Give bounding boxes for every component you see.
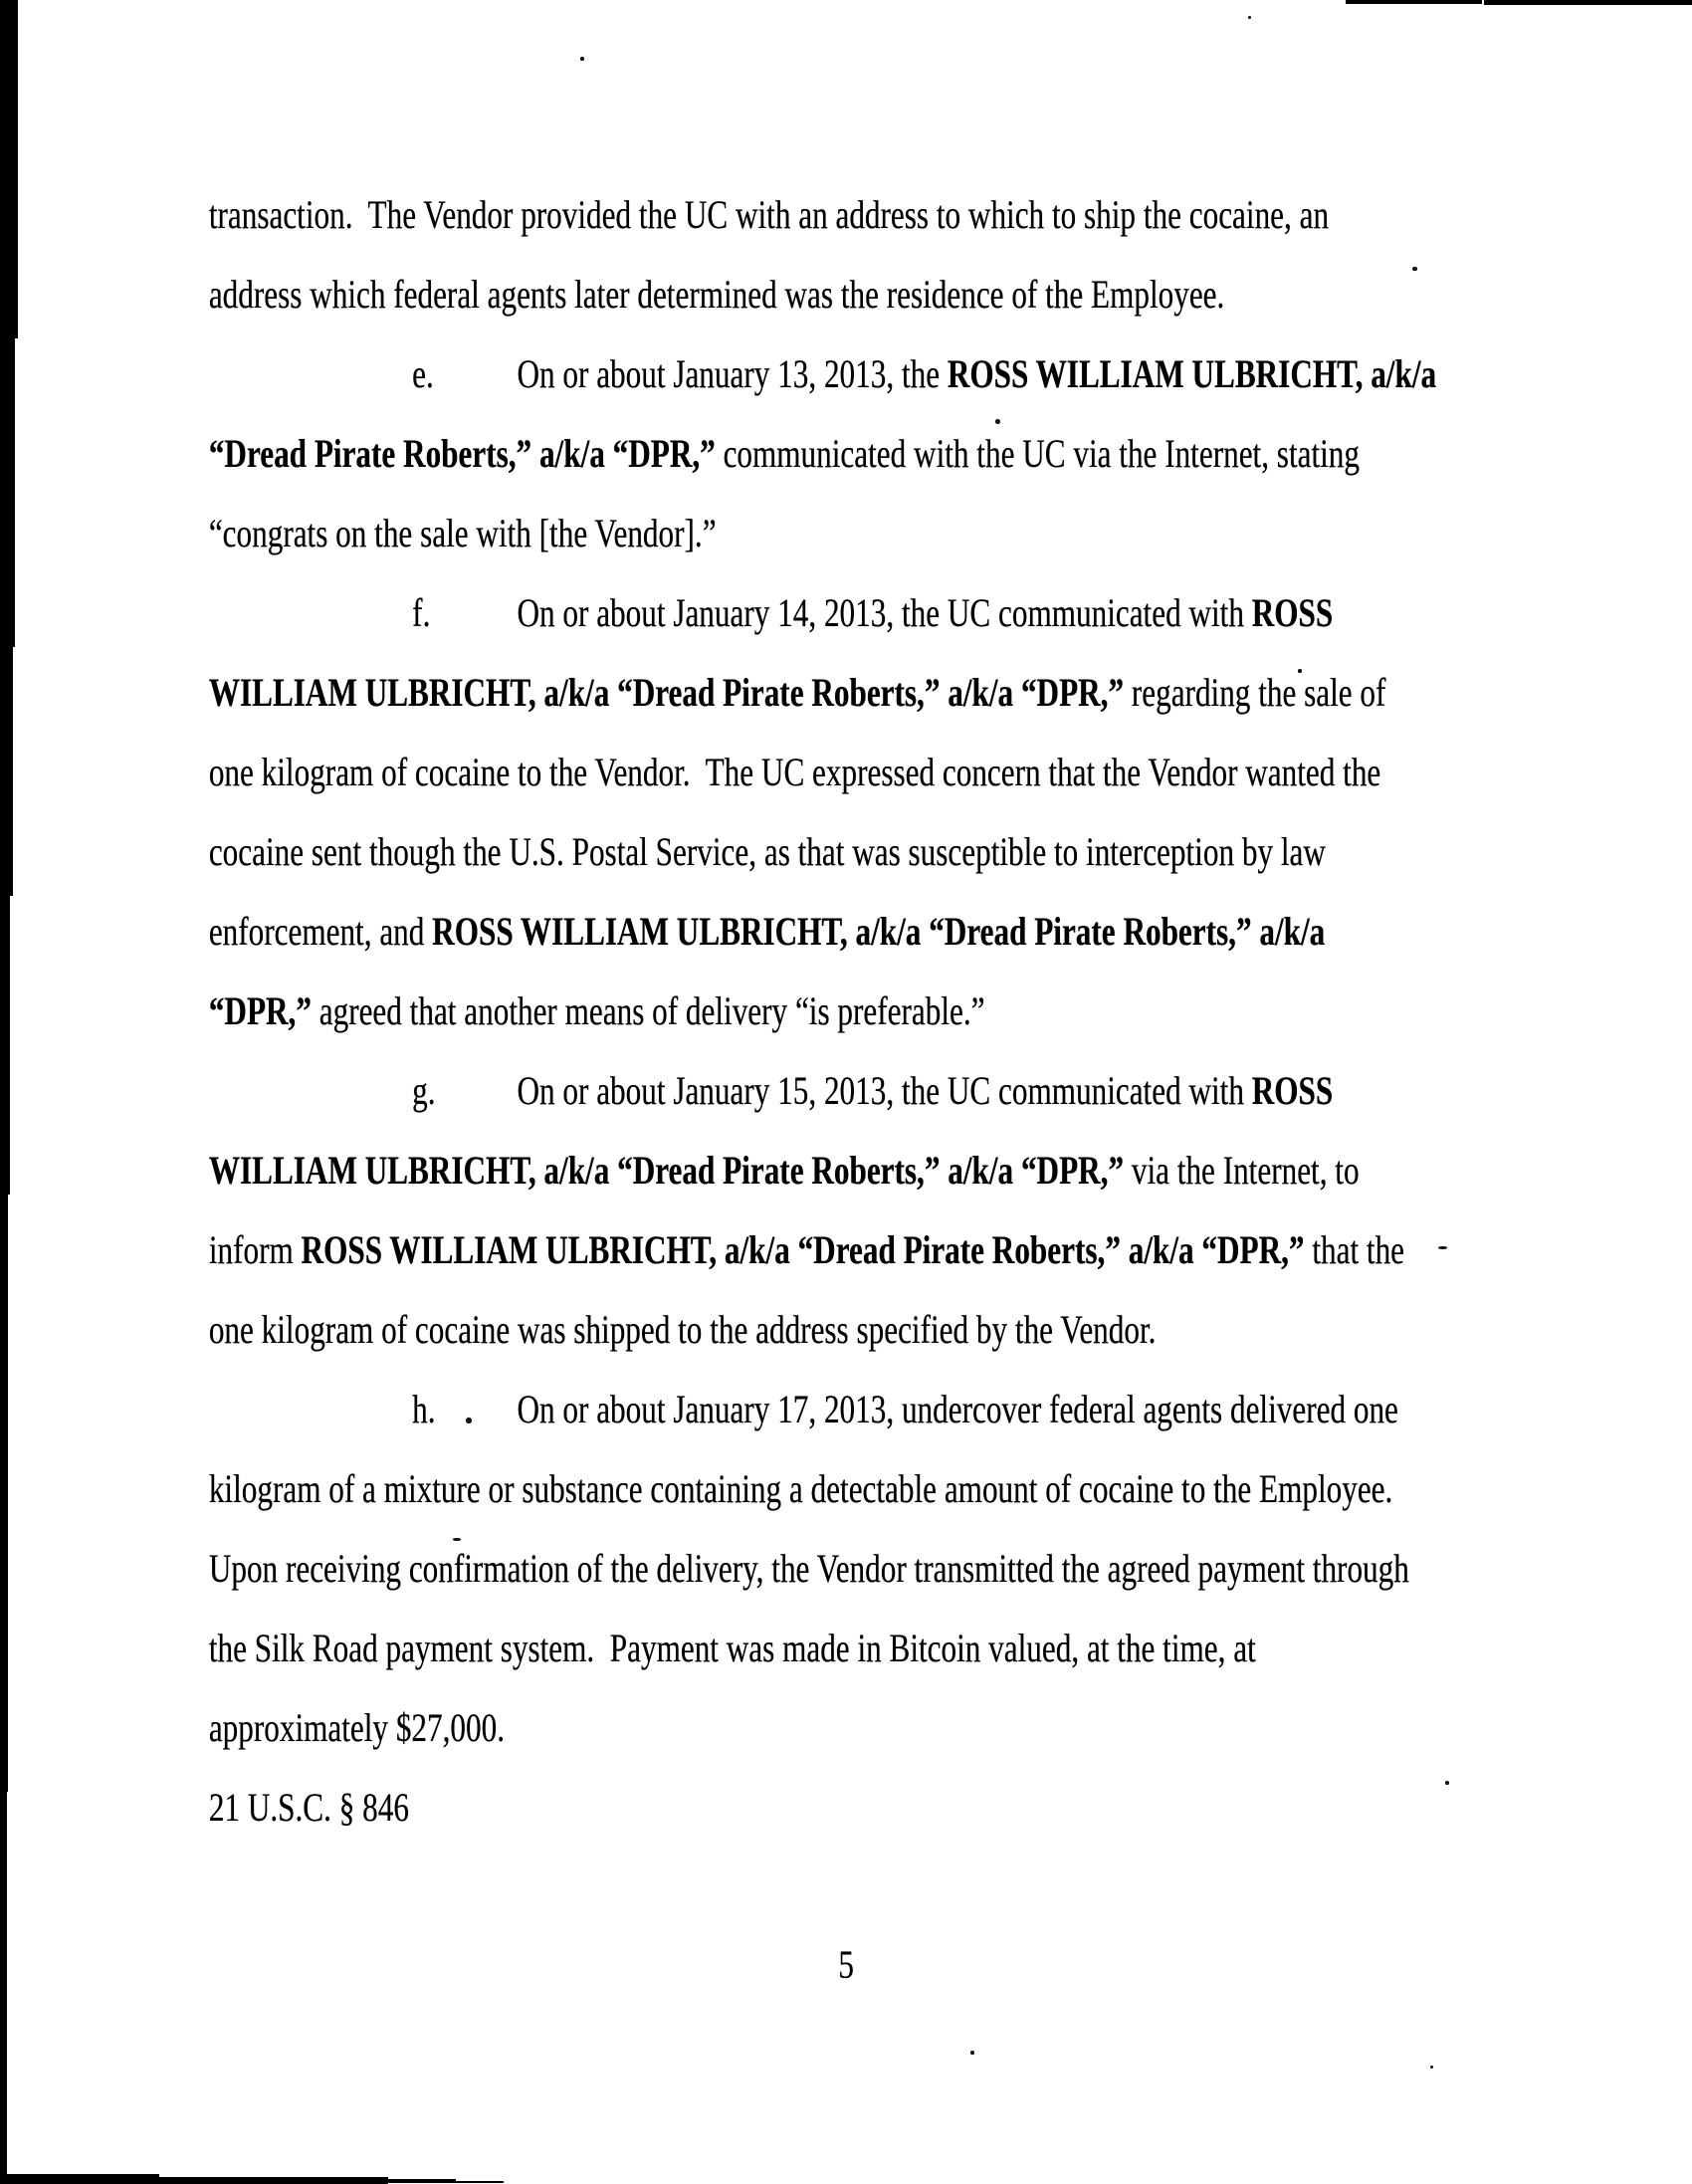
text-segment: that the <box>1304 1227 1405 1272</box>
scan-speck <box>1248 16 1251 19</box>
text-segment: 21 U.S.C. § 846 <box>208 1785 409 1830</box>
paragraph-letter: e. <box>412 351 434 396</box>
text-segment: address which federal agents later determined was the residence of the Employee. <box>208 272 1225 317</box>
text-segment: transaction. The Vendor provided the UC with an address to which to ship the cocaine, an <box>208 192 1330 237</box>
text-segment: On or about January 17, 2013, undercover federal agents delivered one <box>517 1387 1398 1431</box>
text-line <box>209 812 1692 892</box>
text-line <box>209 1131 1692 1210</box>
text-segment: the Silk Road payment system. Payment was made in Bitcoin valued, at the time, at <box>208 1626 1256 1670</box>
text-segment: one kilogram of cocaine to the Vendor. The UC expressed concern that the Vendor wanted the <box>208 750 1381 794</box>
text-segment: “Dread Pirate Roberts,” a/k/a “DPR,” <box>208 431 716 476</box>
text-segment: Upon receiving confirmation of the delivery, the Vendor transmitted the agreed payment through <box>208 1546 1409 1591</box>
text-segment: ROSS WILLIAM ULBRICHT, a/k/a <box>947 351 1437 396</box>
document-text <box>0 175 1692 1987</box>
scan-edge-top-right <box>1484 0 1692 5</box>
text-line <box>209 1768 1692 1848</box>
scan-speck <box>970 2051 974 2055</box>
text-segment: On or about January 14, 2013, the UC communicated with <box>517 590 1252 635</box>
text-line <box>209 1688 1692 1768</box>
text-line <box>209 494 1692 573</box>
text-segment: one kilogram of cocaine was shipped to the address specified by the Vendor. <box>208 1307 1157 1352</box>
text-segment: regarding the sale of <box>1124 670 1386 715</box>
text-segment: enforcement, and <box>208 909 433 954</box>
text-line <box>209 1210 1692 1290</box>
text-segment: ROSS <box>1251 1068 1334 1113</box>
document-lines <box>0 175 1692 1848</box>
page-number: 5 <box>838 1942 854 1987</box>
paragraph-letter: f. <box>412 590 431 635</box>
text-line <box>209 1290 1692 1370</box>
text-segment: cocaine sent though the U.S. Postal Service, as that was susceptible to interception by law <box>208 829 1326 874</box>
scan-speck <box>1430 2066 1433 2069</box>
text-line <box>209 1449 1692 1529</box>
text-segment: ROSS WILLIAM ULBRICHT, a/k/a “Dread Pirate Roberts,” a/k/a <box>432 909 1326 954</box>
text-line <box>209 1370 1692 1449</box>
scan-edge-bottom-left <box>159 2177 388 2184</box>
text-segment: agreed that another means of delivery “is preferable.” <box>311 988 985 1033</box>
text-segment: ROSS <box>1251 590 1334 635</box>
text-segment: “congrats on the sale with [the Vendor].” <box>208 511 717 555</box>
scan-edge-bottom-left <box>388 2179 456 2183</box>
text-segment: approximately $27,000. <box>208 1705 506 1750</box>
text-line <box>209 1609 1692 1688</box>
text-segment: WILLIAM ULBRICHT, a/k/a “Dread Pirate Roberts,” a/k/a “DPR,” <box>208 670 1125 715</box>
text-line <box>209 255 1692 334</box>
paragraph-letter: h. <box>412 1387 436 1431</box>
paragraph-letter: g. <box>412 1068 436 1113</box>
text-line <box>209 334 1692 414</box>
text-line <box>209 1051 1692 1131</box>
scan-speck <box>580 57 584 61</box>
text-line <box>209 573 1692 653</box>
text-line <box>209 972 1692 1051</box>
text-line <box>209 733 1692 812</box>
text-line <box>209 1529 1692 1609</box>
text-segment: On or about January 15, 2013, the UC communicated with <box>517 1068 1252 1113</box>
text-line <box>209 653 1692 733</box>
text-segment: On or about January 13, 2013, the <box>517 351 948 396</box>
text-line <box>209 414 1692 494</box>
text-segment: WILLIAM ULBRICHT, a/k/a “Dread Pirate Roberts,” a/k/a “DPR,” <box>208 1148 1125 1193</box>
text-segment: inform <box>208 1227 302 1272</box>
text-line <box>209 175 1692 255</box>
scan-edge-bottom-left <box>456 2181 504 2183</box>
text-segment: via the Internet, to <box>1124 1148 1360 1193</box>
text-segment: ROSS WILLIAM ULBRICHT, a/k/a “Dread Pirate Roberts,” a/k/a “DPR,” <box>301 1227 1305 1272</box>
text-segment: “DPR,” <box>208 988 312 1033</box>
scan-edge-top-right <box>1346 0 1482 4</box>
text-segment: kilogram of a mixture or substance containing a detectable amount of cocaine to the Employee. <box>208 1466 1393 1511</box>
text-segment: communicated with the UC via the Internet, stating <box>715 431 1361 476</box>
text-line <box>209 892 1692 972</box>
scan-edge-bottom-left <box>0 2174 159 2184</box>
